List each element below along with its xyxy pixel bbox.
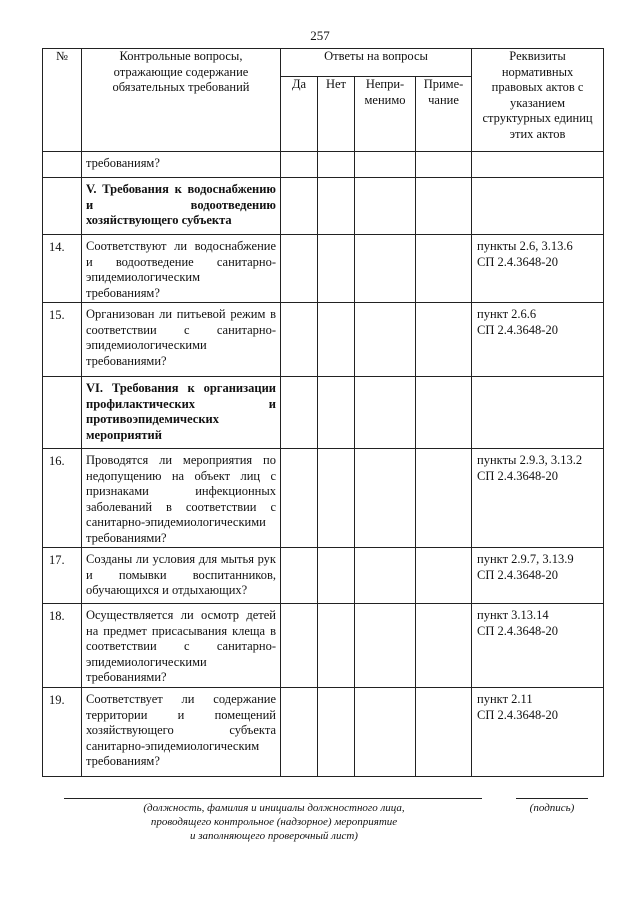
official-signature-line [64,798,482,799]
answer-not-applicable-cell[interactable] [355,303,416,377]
answer-note-cell[interactable] [416,377,472,449]
signature-line [516,798,588,799]
row-number: 19. [43,688,82,777]
answer-not-applicable-cell[interactable] [355,449,416,548]
table-row [43,377,604,449]
table-row [43,178,604,235]
header-answers: Ответы на вопросы [281,49,472,77]
answer-no-cell[interactable] [318,377,355,449]
answer-no-cell[interactable] [318,548,355,604]
section-heading: VI. Требования к организации профилактических и противоэпидемических мероприятий [82,377,281,449]
answer-note-cell[interactable] [416,152,472,178]
page-number: 257 [310,28,330,43]
header-no: Нет [318,77,355,152]
question-text: Осуществляется ли осмотр детей на предмет присасывания клеща в соответствии с санитарно-эпидемиологическими требованиями? [82,604,281,688]
header-not-applicable: Непри- менимо [355,77,416,152]
row-number [43,178,82,235]
answer-note-cell[interactable] [416,688,472,777]
requisites-cell [472,235,604,303]
row-number: 18. [43,604,82,688]
answer-note-cell[interactable] [416,449,472,548]
header-questions: Контрольные вопросы, отражающие содержание обязательных требований [82,49,281,152]
answer-note-cell[interactable] [416,548,472,604]
question-text: Проводятся ли мероприятия по недопущению на объект лиц с признаками инфекционных заболеваний в соответствии с санитарно-эпидемиологическими требованиями? [82,449,281,548]
table-row [43,235,604,303]
requisite-line: пункт 2.9.7, 3.13.9 [477,552,574,566]
question-text: Соответствует ли содержание территории и помещений хозяйствующего субъекта санитарно-эпидемиологическим требованиям? [82,688,281,777]
requisites-cell [472,377,604,449]
answer-yes-cell[interactable] [281,235,318,303]
answer-no-cell[interactable] [318,178,355,235]
requisite-line: СП 2.4.3648-20 [477,567,558,582]
question-text: Соответствуют ли водоснабжение и водоотведение санитарно-эпидемиологическим требованиям? [82,235,281,303]
table-row [43,604,604,688]
requisite-line: пункты 2.9.3, 3.13.2 [477,453,583,467]
official-caption: (должность, фамилия и инициалы должностного лица, проводящего контрольное (надзорное) мероприятие и заполняющего проверочный лист) [143,802,405,842]
signature-caption: (подпись) [529,802,575,814]
answer-no-cell[interactable] [318,235,355,303]
header-row-main [43,49,604,77]
answer-not-applicable-cell[interactable] [355,235,416,303]
requisites-cell [472,449,604,548]
answer-note-cell[interactable] [416,303,472,377]
answer-no-cell[interactable] [318,303,355,377]
header-note: Приме- чание [416,77,472,152]
requisite-line: СП 2.4.3648-20 [477,254,558,269]
header-requisites: Реквизиты нормативных правовых актов с указанием структурных единиц этих актов [472,49,604,152]
answer-not-applicable-cell[interactable] [355,604,416,688]
answer-no-cell[interactable] [318,449,355,548]
answer-not-applicable-cell[interactable] [355,178,416,235]
row-number [43,152,82,178]
requisite-line: пункты 2.6, 3.13.6 [477,239,573,253]
requisite-line: СП 2.4.3648-20 [477,623,558,638]
answer-note-cell[interactable] [416,178,472,235]
table-row [43,303,604,377]
requisites-cell [472,303,604,377]
requisite-line: пункт 2.6.6 [477,307,537,321]
requisite-line: пункт 2.11 [477,692,533,706]
answer-yes-cell[interactable] [281,152,318,178]
answer-not-applicable-cell[interactable] [355,688,416,777]
requisite-line: СП 2.4.3648-20 [477,322,558,337]
requisite-line: пункт 3.13.14 [477,608,549,622]
table-row [43,688,604,777]
header-num: № [43,49,82,152]
requisites-cell [472,178,604,235]
answer-yes-cell[interactable] [281,377,318,449]
requisite-line: СП 2.4.3648-20 [477,468,558,483]
question-text: требованиям? [82,152,281,178]
question-text: Организован ли питьевой режим в соответствии с санитарно-эпидемиологическими требованиями? [82,303,281,377]
answer-yes-cell[interactable] [281,688,318,777]
answer-not-applicable-cell[interactable] [355,548,416,604]
answer-note-cell[interactable] [416,604,472,688]
requisites-cell [472,604,604,688]
requisites-cell [472,548,604,604]
table-row [43,548,604,604]
header-yes: Да [281,77,318,152]
section-heading: V. Требования к водоснабжению и водоотведению хозяйствующего субъекта [82,178,281,235]
answer-no-cell[interactable] [318,152,355,178]
answer-not-applicable-cell[interactable] [355,377,416,449]
table-row [43,152,604,178]
answer-yes-cell[interactable] [281,449,318,548]
answer-not-applicable-cell[interactable] [355,152,416,178]
row-number [43,377,82,449]
row-number: 14. [43,235,82,303]
question-text: Созданы ли условия для мытья рук и помывки воспитанников, обучающихся и отдыхающих? [82,548,281,604]
answer-yes-cell[interactable] [281,178,318,235]
checklist-table [42,48,604,777]
row-number: 17. [43,548,82,604]
table-row [43,449,604,548]
row-number: 16. [43,449,82,548]
requisite-line: СП 2.4.3648-20 [477,707,558,722]
row-number: 15. [43,303,82,377]
answer-yes-cell[interactable] [281,604,318,688]
answer-yes-cell[interactable] [281,303,318,377]
answer-note-cell[interactable] [416,235,472,303]
answer-no-cell[interactable] [318,688,355,777]
answer-yes-cell[interactable] [281,548,318,604]
requisites-cell [472,688,604,777]
answer-no-cell[interactable] [318,604,355,688]
requisites-cell [472,152,604,178]
